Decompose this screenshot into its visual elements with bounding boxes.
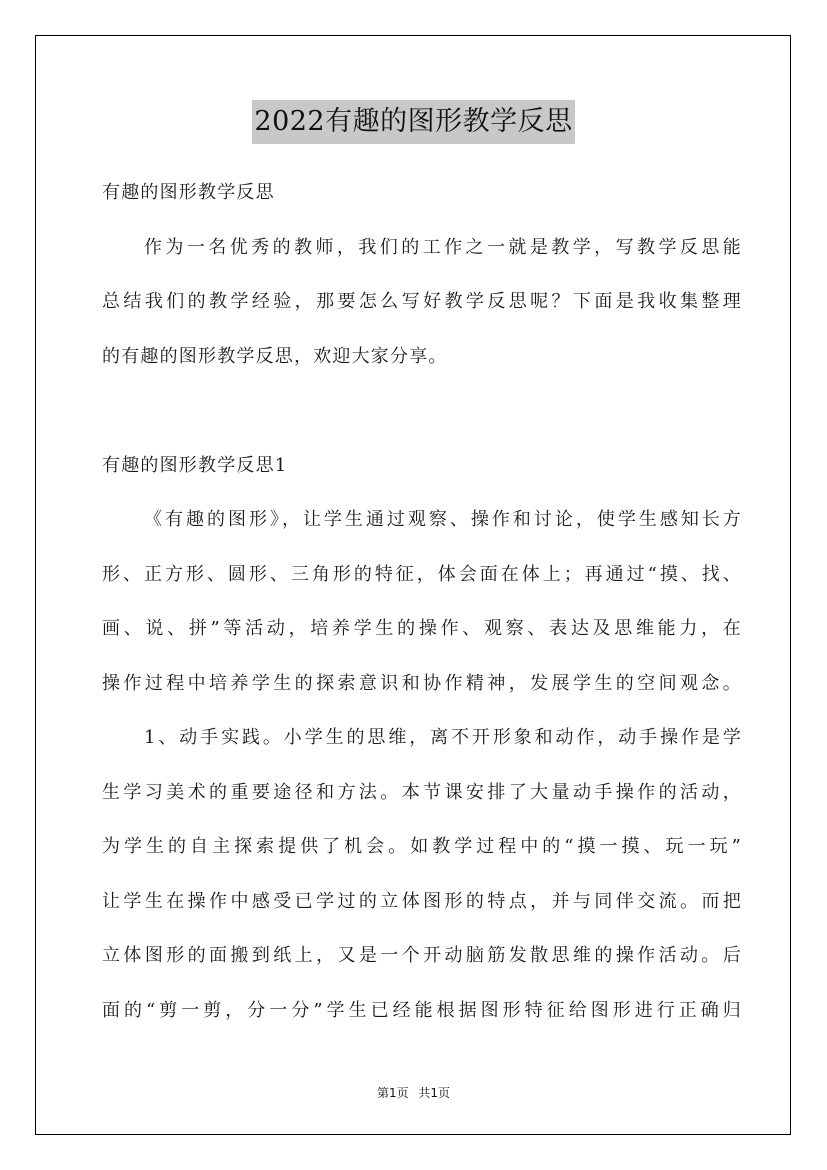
blank-line xyxy=(102,384,742,439)
document-title: 2022有趣的图形教学反思 xyxy=(252,100,574,144)
page-total: 共1页 xyxy=(418,1086,451,1100)
paragraph-line: 画、说、拼”等活动，培养学生的操作、观察、表达及思维能力，在 xyxy=(102,618,742,639)
intro-line: 总结我们的教学经验，那要怎么写好教学反思呢？下面是我收集整理 xyxy=(102,291,742,312)
paragraph-line: 让学生在操作中感受已学过的立体图形的特点，并与同伴交流。而把 xyxy=(102,890,742,912)
page-number: 第1页 xyxy=(376,1086,409,1100)
intro-line: 的有趣的图形教学反思，欢迎大家分享。 xyxy=(102,345,448,367)
page-footer xyxy=(0,1084,827,1101)
paragraph-line: 操作过程中培养学生的探索意识和协作精神，发展学生的空间观念。 xyxy=(102,672,742,694)
paragraph-line: 为学生的自主探索提供了机会。如教学过程中的“摸一摸、玩一玩” xyxy=(102,836,742,857)
paragraph-line: 《有趣的图形》，让学生通过观察、操作和讨论，使学生感知长方 xyxy=(144,509,742,530)
paragraph-line: 1、动手实践。小学生的思维，离不开形象和动作，动手操作是学 xyxy=(144,727,742,748)
document-subtitle: 有趣的图形教学反思 xyxy=(102,182,275,203)
section-heading: 有趣的图形教学反思1 xyxy=(102,454,288,476)
paragraph-line: 形、正方形、圆形、三角形的特征，体会面在体上；再通过“摸、找、 xyxy=(102,563,742,585)
paragraph-line: 立体图形的面搬到纸上，又是一个开动脑筋发散思维的操作活动。后 xyxy=(102,945,742,966)
intro-line: 作为一名优秀的教师，我们的工作之一就是教学，写教学反思能 xyxy=(144,236,742,258)
document-body xyxy=(102,166,742,1038)
paragraph-line: 生学习美术的重要途径和方法。本节课安排了大量动手操作的活动， xyxy=(102,781,742,803)
title-container xyxy=(0,100,827,144)
paragraph-line: 面的“剪一剪，分一分”学生已经能根据图形特征给图形进行正确归 xyxy=(102,999,742,1021)
